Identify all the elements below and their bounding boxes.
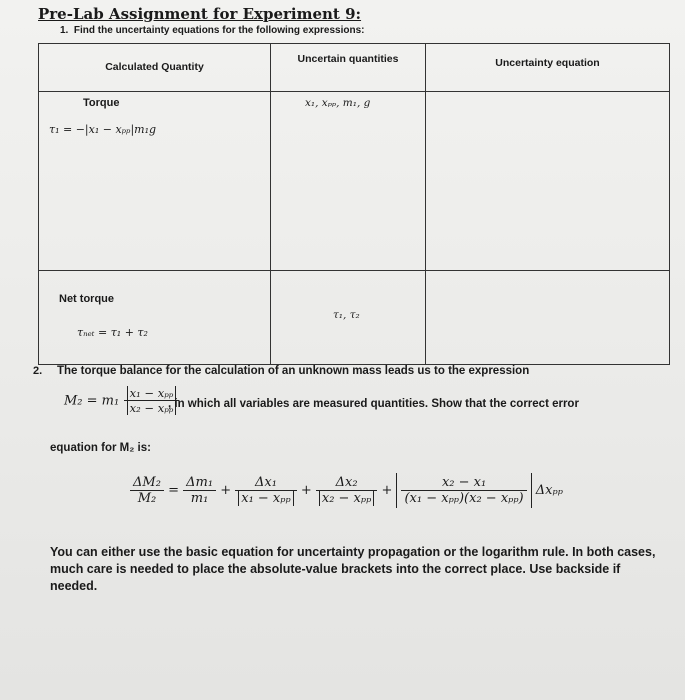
mass-equation-lhs: M₂ = m₁ bbox=[64, 393, 120, 409]
question-2-intro: The torque balance for the calculation of an unknown mass leads us to the expression bbox=[57, 365, 530, 377]
mass-equation-numerator: x₁ − xₚₚ bbox=[127, 386, 177, 400]
question-2-number: 2. bbox=[33, 365, 43, 377]
mass-equation bbox=[64, 386, 179, 415]
table-row bbox=[39, 271, 670, 365]
net-torque-formula: τₙₑₜ = τ₁ + τ₂ bbox=[77, 326, 148, 339]
term-x1-denominator: x₁ − xₚₚ bbox=[238, 491, 293, 506]
term-mass-denominator: m₁ bbox=[190, 491, 209, 506]
cell-uncertain-quantities bbox=[271, 92, 426, 271]
mass-equation-denominator: x₂ − xₚₚ bbox=[127, 401, 177, 415]
row-torque-label: Torque bbox=[83, 97, 120, 109]
torque-uncertain-quantities: x₁, xₚₚ, m₁, g bbox=[305, 97, 371, 109]
question-2-line2: equation for M₂ is: bbox=[50, 442, 151, 454]
term-xpp-tail: Δxₚₚ bbox=[535, 483, 563, 498]
cell-uncertain-quantities bbox=[271, 271, 426, 365]
term-mass bbox=[183, 475, 216, 506]
term-x1 bbox=[235, 475, 296, 506]
term-x2-numerator: Δx₂ bbox=[316, 475, 377, 491]
net-torque-uncertain-quantities: τ₁, τ₂ bbox=[333, 309, 360, 321]
cell-uncertainty-equation[interactable] bbox=[426, 271, 670, 365]
plus-sign: + bbox=[381, 483, 393, 498]
question-1-number: 1. bbox=[60, 25, 69, 36]
term-x2 bbox=[316, 475, 377, 506]
term-xpp-denominator: (x₁ − xₚₚ)(x₂ − xₚₚ) bbox=[404, 491, 524, 506]
question-1-text: Find the uncertainty equations for the following expressions: bbox=[73, 25, 365, 36]
term-mass-numerator: Δm₁ bbox=[183, 475, 216, 491]
question-2-continuation: , in which all variables are measured quantities. Show that the correct error bbox=[168, 398, 579, 410]
header-cell bbox=[271, 44, 426, 92]
plus-sign: + bbox=[220, 483, 232, 498]
table-header-row bbox=[39, 44, 670, 92]
header-calculated-quantity: Calculated Quantity bbox=[105, 61, 204, 73]
uncertainty-table bbox=[38, 43, 670, 365]
cell-uncertainty-equation[interactable] bbox=[426, 92, 670, 271]
question-1 bbox=[60, 25, 365, 36]
equals-sign: = bbox=[168, 483, 179, 498]
term-x2-denominator: x₂ − xₚₚ bbox=[319, 491, 374, 506]
header-cell bbox=[426, 44, 670, 92]
torque-formula: τ₁ = −|x₁ − xₚₚ|m₁g bbox=[49, 123, 157, 136]
cell-calculated-quantity bbox=[39, 271, 271, 365]
term-xpp-numerator: x₂ − x₁ bbox=[401, 475, 526, 491]
header-cell bbox=[39, 44, 271, 92]
error-lhs bbox=[130, 475, 164, 506]
instructions-paragraph: You can either use the basic equation for uncertainty propagation or the logarithm rule. In both cases, much care is needed to place the absolute-value brackets into the correct place. Use backside if needed. bbox=[50, 545, 656, 593]
cell-calculated-quantity bbox=[39, 92, 271, 271]
error-equation bbox=[130, 473, 563, 508]
table-row bbox=[39, 92, 670, 271]
term-xpp-abs bbox=[396, 473, 531, 508]
term-x1-numerator: Δx₁ bbox=[235, 475, 296, 491]
page-title: Pre-Lab Assignment for Experiment 9: bbox=[38, 5, 362, 23]
header-uncertain-quantities: Uncertain quantities bbox=[297, 53, 399, 65]
error-lhs-numerator: ΔM₂ bbox=[130, 475, 164, 491]
term-xpp bbox=[401, 475, 526, 506]
plus-sign: + bbox=[300, 483, 312, 498]
row-net-torque-label: Net torque bbox=[59, 293, 114, 305]
error-lhs-denominator: M₂ bbox=[137, 491, 157, 506]
header-uncertainty-equation: Uncertainty equation bbox=[495, 57, 600, 69]
